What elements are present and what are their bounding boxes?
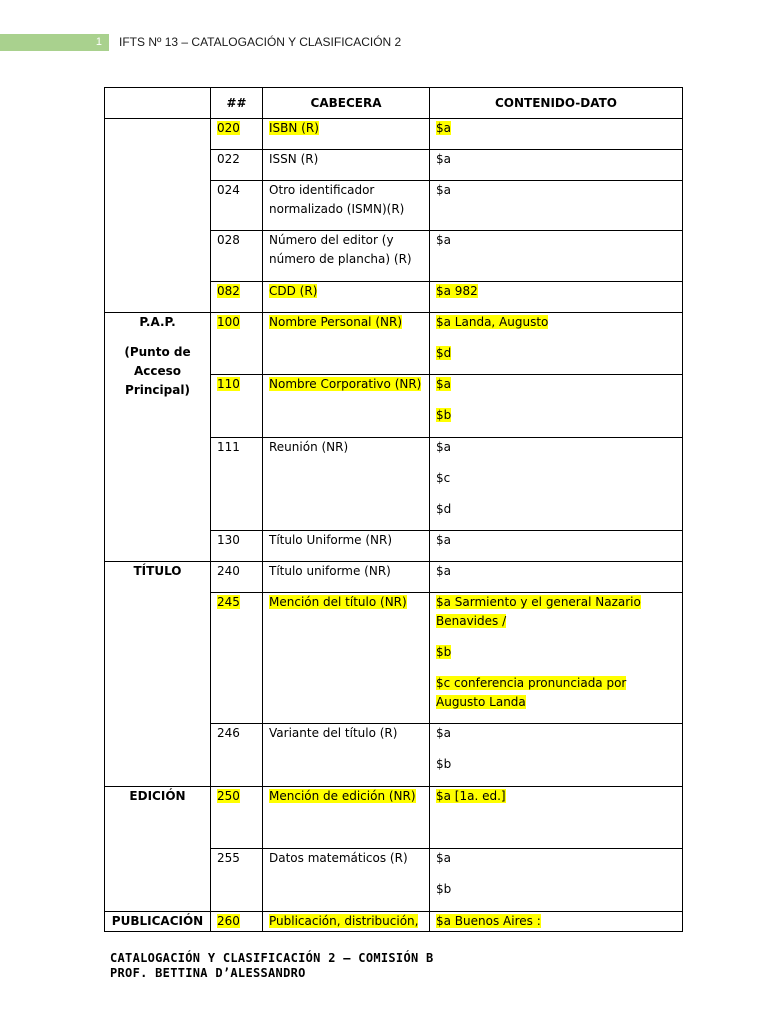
field-name: ISBN (R): [269, 121, 319, 135]
field-name-cell: [263, 593, 430, 724]
field-tag: 022: [217, 152, 240, 166]
field-tag: 024: [217, 183, 240, 197]
section-cell: [105, 562, 211, 787]
table-row: [105, 119, 683, 150]
section-cell: [105, 912, 211, 932]
column-header-tag: ##: [211, 88, 263, 119]
subfield-value: $b: [436, 882, 452, 896]
field-name-cell: [263, 531, 430, 562]
field-tag: 020: [217, 121, 240, 135]
column-header-field: CABECERA: [263, 88, 430, 119]
subfield-value: $a Buenos Aires :: [436, 914, 541, 928]
field-name-cell: [263, 313, 430, 375]
subfield-value: $a: [436, 533, 451, 547]
marc-fields-table: [104, 87, 683, 932]
field-name: Nombre Corporativo (NR): [269, 377, 422, 391]
field-name-cell: [263, 282, 430, 313]
table-row: [105, 313, 683, 375]
field-name-cell: [263, 181, 430, 231]
field-content-cell: [430, 593, 683, 724]
column-header-section: [105, 88, 211, 119]
subfield-value: $a: [436, 233, 451, 247]
field-name: Reunión (NR): [269, 440, 349, 454]
subfield-value: $d: [436, 346, 452, 360]
subfield-value: $a: [436, 851, 451, 865]
field-name: ISSN (R): [269, 152, 319, 166]
field-name: Título uniforme (NR): [269, 564, 391, 578]
field-tag-cell: [211, 849, 263, 912]
subfield-value: $c: [436, 471, 451, 485]
field-name-cell: [263, 787, 430, 849]
footer-course: CATALOGACIÓN Y CLASIFICACIÓN 2 – COMISIÓN B: [110, 951, 434, 965]
subfield-value: $b: [436, 408, 452, 422]
field-tag: 250: [217, 789, 240, 803]
field-name-cell: [263, 119, 430, 150]
field-name-cell: [263, 912, 430, 932]
field-tag-cell: [211, 593, 263, 724]
table-row: [105, 912, 683, 932]
section-cell: [105, 119, 211, 313]
field-tag: 082: [217, 284, 240, 298]
subfield-value: $a [1a. ed.]: [436, 789, 506, 803]
field-tag: 028: [217, 233, 240, 247]
field-name-cell: [263, 562, 430, 593]
field-tag: 260: [217, 914, 240, 928]
field-tag-cell: [211, 562, 263, 593]
field-tag-cell: [211, 282, 263, 313]
subfield-value: $d: [436, 502, 452, 516]
subfield-value: $b: [436, 757, 452, 771]
field-content-cell: [430, 119, 683, 150]
subfield-value: $a: [436, 377, 451, 391]
field-tag: 246: [217, 726, 240, 740]
field-tag-cell: [211, 231, 263, 282]
subfield-value: $a: [436, 152, 451, 166]
subfield-value: $a: [436, 121, 451, 135]
column-header-content: CONTENIDO-DATO: [430, 88, 683, 119]
field-name: Nombre Personal (NR): [269, 315, 402, 329]
subfield-value: $b: [436, 645, 452, 659]
field-tag: 111: [217, 440, 240, 454]
field-tag: 110: [217, 377, 240, 391]
field-content-cell: [430, 181, 683, 231]
table-row: [105, 562, 683, 593]
field-name-cell: [263, 724, 430, 787]
field-tag: 245: [217, 595, 240, 609]
field-tag: 130: [217, 533, 240, 547]
field-tag: 255: [217, 851, 240, 865]
page-footer: [110, 951, 434, 981]
subfield-value: $a: [436, 726, 451, 740]
field-content-cell: [430, 313, 683, 375]
subfield-value: $c conferencia pronunciada por Augusto Landa: [436, 676, 627, 709]
section-label: P.A.P.: [139, 315, 176, 329]
field-name: Datos matemáticos (R): [269, 851, 408, 865]
field-name-cell: [263, 150, 430, 181]
table-row: [105, 787, 683, 849]
field-tag: 240: [217, 564, 240, 578]
field-tag-cell: [211, 119, 263, 150]
field-content-cell: [430, 849, 683, 912]
field-tag-cell: [211, 912, 263, 932]
subfield-value: $a Landa, Augusto: [436, 315, 549, 329]
field-name: Otro identificador normalizado (ISMN)(R): [269, 183, 405, 216]
field-tag-cell: [211, 181, 263, 231]
field-name-cell: [263, 231, 430, 282]
field-content-cell: [430, 282, 683, 313]
field-name: Título Uniforme (NR): [269, 533, 393, 547]
field-tag-cell: [211, 724, 263, 787]
field-name-cell: [263, 375, 430, 438]
field-name: Variante del título (R): [269, 726, 398, 740]
field-tag-cell: [211, 531, 263, 562]
subfield-value: $a 982: [436, 284, 478, 298]
field-name: Número del editor (y número de plancha) (R): [269, 233, 412, 266]
field-content-cell: [430, 724, 683, 787]
footer-professor: PROF. BETTINA D’ALESSANDRO: [110, 966, 306, 980]
field-content-cell: [430, 231, 683, 282]
subfield-value: $a Sarmiento y el general Nazario Benavides /: [436, 595, 641, 628]
field-content-cell: [430, 912, 683, 932]
section-label: TÍTULO: [133, 564, 182, 578]
subfield-value: $a: [436, 440, 451, 454]
field-name: CDD (R): [269, 284, 318, 298]
field-name: Mención del título (NR): [269, 595, 407, 609]
field-name: Publicación, distribución,: [269, 914, 419, 928]
page-number: 1: [95, 36, 102, 48]
field-content-cell: [430, 562, 683, 593]
subfield-value: $a: [436, 183, 451, 197]
section-cell: [105, 787, 211, 912]
field-tag: 100: [217, 315, 240, 329]
field-name-cell: [263, 438, 430, 531]
field-content-cell: [430, 375, 683, 438]
section-sublabel: (Punto de Acceso Principal): [124, 345, 191, 397]
field-content-cell: [430, 150, 683, 181]
subfield-value: $a: [436, 564, 451, 578]
document-header-title: IFTS Nº 13 – CATALOGACIÓN Y CLASIFICACIÓN 2: [119, 35, 402, 49]
field-tag-cell: [211, 438, 263, 531]
section-label: PUBLICACIÓN: [111, 914, 204, 928]
field-tag-cell: [211, 313, 263, 375]
field-content-cell: [430, 438, 683, 531]
table-header-row: [105, 88, 683, 119]
section-label: EDICIÓN: [129, 789, 186, 803]
field-tag-cell: [211, 150, 263, 181]
field-tag-cell: [211, 787, 263, 849]
field-name-cell: [263, 849, 430, 912]
field-content-cell: [430, 531, 683, 562]
field-name: Mención de edición (NR): [269, 789, 416, 803]
section-cell: [105, 313, 211, 562]
field-content-cell: [430, 787, 683, 849]
field-tag-cell: [211, 375, 263, 438]
